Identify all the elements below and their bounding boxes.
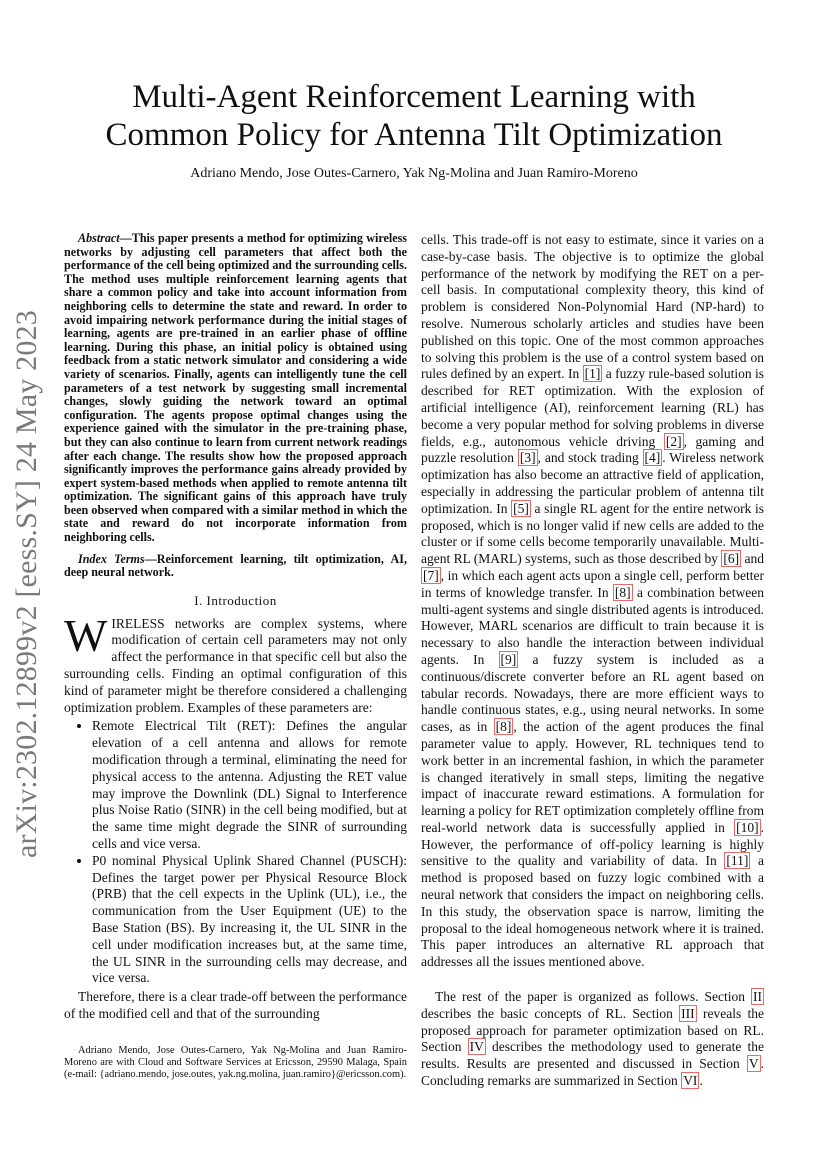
abstract-text: —This paper presents a method for optimizing wireless networks by adjusting cell parameters that affect both the performance of the cell being optimized and the surrounding cells. The method uses multiple reinforcement learning agents that share a common policy and take into account information from neighboring cells to determine the state and reward. In order to avoid impairing network performance during the initial stages of learning, agents are pre-trained in an earlier phase of offline learning. During this phase, an initial policy is obtained using feedback from a static network simulator and considering a wide variety of scenarios. Finally, agents can intelligently tune the cell parameters of a test network by suggesting small incremental changes, slowly guiding the network toward an optimal configuration. The agents propose optimal changes using the experience gained with the simulator in the pre-training phase, but they can also continue to learn from current network readings after each change. The results show how the proposed approach significantly improves the performance gains already provided by expert system-based methods when applied to remote antenna tilt optimization. The significant gains of this approach have truly been observed when compared with a similar method in which the state and reward do not incorporate information from neighboring cells. bbox=[64, 231, 407, 545]
section-link[interactable]: IV bbox=[469, 1039, 484, 1055]
citation-link[interactable]: [8] bbox=[495, 719, 512, 735]
section-link[interactable]: V bbox=[748, 1056, 759, 1072]
list-item: • Remote Electrical Tilt (RET): Defines the angular elevation of a cell antenna and allows for remote modification through a terminal, eliminating the need for physical access to the antenna. Adjusting the RET value may improve the Downlink (DL) Signal to Interference plus Noise Ratio (SINR) in the cell being modified, but at the same time might degrade the SINR of surrounding cells and vice versa. bbox=[92, 718, 407, 852]
section-link[interactable]: III bbox=[681, 1005, 695, 1021]
citation-link[interactable]: [6] bbox=[723, 551, 740, 567]
citation-link[interactable]: [5] bbox=[513, 500, 529, 516]
left-column bbox=[64, 232, 407, 1082]
citation-link[interactable]: [3] bbox=[519, 450, 536, 466]
organization-paragraph: The rest of the paper is organized as follows. Section II describes the basic concepts of RL. Section III reveals the proposed approach for parameter optimization based on RL. Section IV describes the methodology used to generate the results. Results are presented and discussed in Section V . Concluding remarks are summarized in Section VI . bbox=[421, 989, 765, 1089]
section-link[interactable]: VI bbox=[683, 1073, 698, 1089]
citation-link[interactable]: [8] bbox=[614, 584, 631, 600]
citation-link[interactable]: [2] bbox=[665, 433, 682, 449]
citation-link[interactable]: [4] bbox=[644, 450, 661, 466]
abstract-label: Abstract bbox=[78, 231, 120, 245]
citation-link[interactable]: [11] bbox=[726, 853, 749, 869]
tradeoff-paragraph: Therefore, there is a clear trade-off between the performance of the modified cell and that of the surrounding bbox=[64, 989, 407, 1021]
intro-text: IRELESS networks are complex systems, where modification of certain cell parameters may not only affect the performance in that specific cell but also the surrounding cells. Finding an optimal configuration of this kind of parameter might be therefore considered a challenging optimization problem. Examples of these parameters are: bbox=[64, 615, 407, 715]
intro-paragraph bbox=[64, 609, 407, 717]
index-terms-label: Index Terms bbox=[78, 551, 145, 566]
background-paragraph: cells. This trade-off is not easy to estimate, since it varies on a case-by-case basis. The objective is to optimize the global performance of the network by modifying the RET on a per-cell basis. In computational complexity theory, this kind of problem is considered Non-Polynomial Hard (NP-hard) to resolve. Numerous scholarly articles and studies have been published on this topic. One of the most common approaches to solving this problem is the use of a control system based on rules defined by an expert. In [1] a fuzzy rule-based solution is described for RET optimization. With the explosion of artificial intelligence (AI), reinforcement learning (RL) has become a very popular method for solving problems in diverse fields, e.g., autonomous vehicle driving [2] , gaming and puzzle resolution [3] , and stock trading [4] . Wireless network optimization has also become an attractive field of application, especially in addressing the particular problem of antenna tilt optimization. In [5] a single RL agent for the entire network is proposed, which is no longer valid if new cells are added to the cluster or if some cells become temporarily unavailable. Multi-agent RL (MARL) systems, such as those described by [6] and [7] , in which each agent acts upon a single cell, perform better in terms of knowledge transfer. In [8] a combination between multi-agent systems and single distributed agents is introduced. However, MARL scenarios are difficult to train because it is necessary to also handle the interaction between individual agents. In [9] a fuzzy system is included as a continuous/discrete converter before an RL agent based on tabular records. Nowadays, there are more efficient ways to handle continuous states, e.g., using neural networks. In some cases, as in [8] , the action of the agent produces the final parameter value to apply. However, RL techniques tend to work better in an incremental fashion, in which the parameter is changed iteratively in small steps, limiting the negative impact of inaccurate reward estimations. A formulation for learning a policy for RET optimization completely offline from real-world network data is successfully applied in [10] . However, the performance of off-policy learning is highly sensitive to the quality and variability of data. In [11] a method is proposed based on fuzzy logic combined with a neural network that considers the impact on neighboring cells. In this study, the observation space is narrow, limiting the proposal to the ideal homogeneous network where it is trained. This paper introduces an alternative RL approach that addresses all the issues mentioned above. bbox=[421, 232, 765, 970]
author-list: Adriano Mendo, Jose Outes-Carnero, Yak Ng-Molina and Juan Ramiro-Moreno bbox=[190, 166, 638, 181]
index-terms bbox=[64, 553, 407, 580]
title-line-2: Common Policy for Antenna Tilt Optimization bbox=[105, 117, 723, 153]
paper-title bbox=[60, 78, 768, 154]
citation-link[interactable]: [7] bbox=[423, 567, 439, 583]
section-link[interactable]: II bbox=[753, 989, 762, 1005]
author-footnote: Adriano Mendo, Jose Outes-Carnero, Yak Ng-Molina and Juan Ramiro-Moreno are with Cloud and Software Services at Ericsson, 29590 Malaga, Spain (e-mail: {adriano.mendo, jose.outes, yak.ng.molina, juan.ramiro}@ericsson.com). bbox=[64, 1044, 407, 1081]
list-item: • P0 nominal Physical Uplink Shared Channel (PUSCH): Defines the target power per Physical Resource Block (PRB) that the cell expects in the Uplink (UL), i.e., the communication from the User Equipment (UE) to the Base Station (BS). By increasing it, the UL SINR in the cell under modification increases but, at the same time, the UL SINR in the surrounding cells may decrease, and vice versa. bbox=[92, 853, 407, 987]
citation-link[interactable]: [10] bbox=[736, 819, 759, 835]
section-heading-introduction: I. Introduction bbox=[194, 592, 277, 608]
index-terms-text: —Reinforcement learning, tilt optimization, AI, deep neural network. bbox=[64, 551, 407, 580]
right-column bbox=[421, 232, 764, 1090]
arxiv-identifier: arXiv:2302.12899v2 [eess.SY] 24 May 2023 bbox=[10, 310, 43, 858]
citation-link[interactable]: [9] bbox=[500, 651, 517, 667]
parameter-list bbox=[64, 718, 407, 987]
title-line-1: Multi-Agent Reinforcement Learning with bbox=[132, 79, 696, 115]
drop-cap: W bbox=[64, 609, 108, 661]
abstract bbox=[64, 232, 407, 545]
citation-link[interactable]: [1] bbox=[584, 366, 601, 382]
